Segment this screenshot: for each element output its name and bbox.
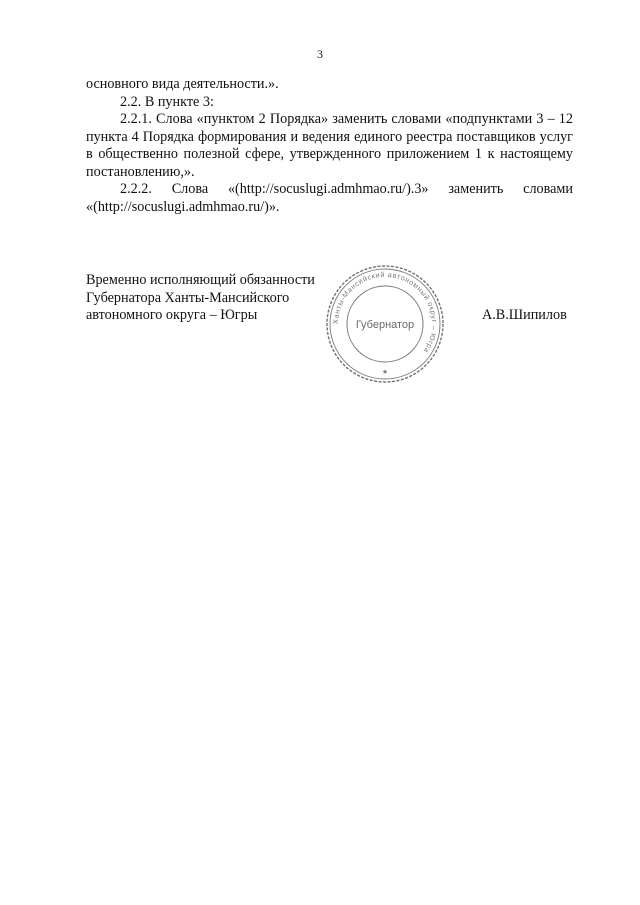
signatory-title-line: Губернатора Ханты-Мансийского bbox=[86, 289, 290, 306]
paragraph-point-2-2: 2.2. В пункте 3: bbox=[120, 93, 214, 110]
stamp-center-text: Губернатор bbox=[355, 319, 415, 331]
paragraph-point-2-2-2: 2.2.2. Слова «(http://socuslugi.admhmao.ru/).3» заменить словами «(http://socuslugi.admhmao.ru/)». bbox=[86, 181, 573, 215]
signatory-title-line: автономного округа – Югры bbox=[86, 307, 258, 323]
official-stamp bbox=[323, 262, 447, 386]
signer-name: А.В.Шипилов bbox=[482, 307, 567, 323]
stamp-ring-text: Ханты-Мансийский автономный округ – Югра bbox=[330, 269, 440, 356]
stamp-star-icon: ★ bbox=[381, 368, 389, 376]
paragraph-continuation: основного вида деятельности.». bbox=[86, 76, 279, 92]
signatory-title bbox=[86, 272, 346, 325]
paragraph-point-2-2-1: 2.2.1. Слова «пунктом 2 Порядка» заменить словами «подпунктами 3 – 12 пункта 4 Порядка формирования и ведения единого реестра поставщиков услуг в общественно полезной сфере, утвержденного приложением 1 к настоящему постановлению,». bbox=[86, 111, 573, 180]
signatory-title-line: Временно исполняющий обязанности bbox=[86, 272, 315, 288]
page-number: 3 bbox=[317, 47, 323, 61]
stamp-seal-graphic bbox=[323, 262, 447, 386]
document-body bbox=[86, 76, 573, 216]
